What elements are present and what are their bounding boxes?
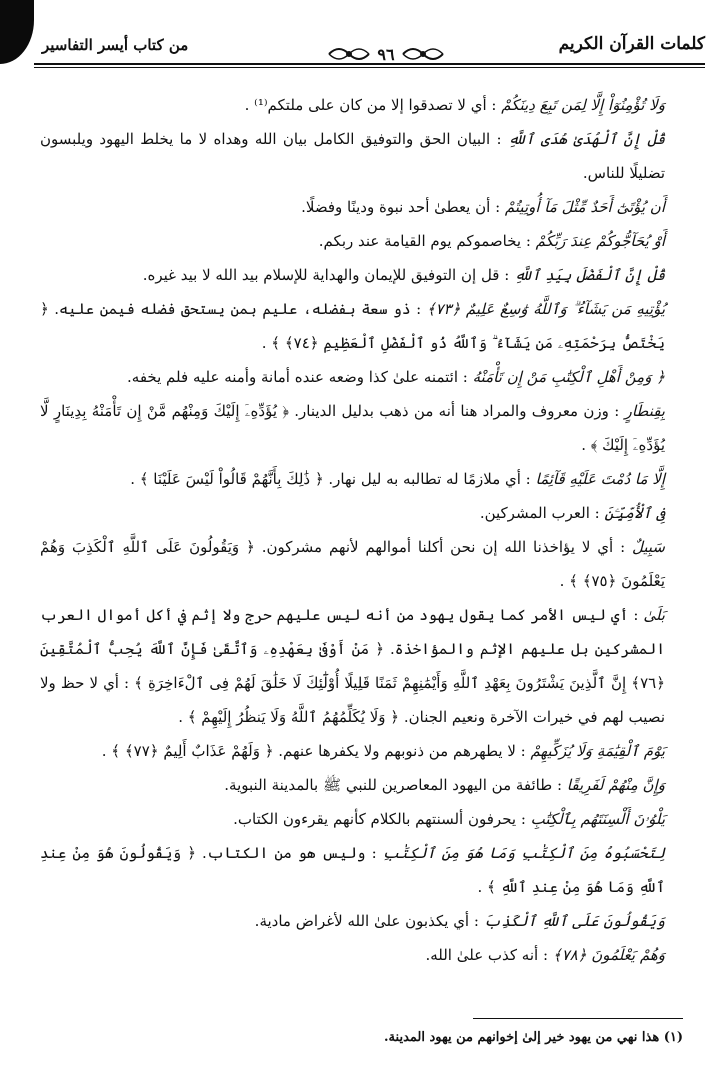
explanation-text: : يحرفون ألسنتهم بالكلام كأنهم يقرءون الكتاب.: [233, 810, 531, 828]
explanation-text: : طائفة من اليهود المعاصرين للنبي ﷺ بالمدينة النبوية.: [224, 776, 567, 794]
tafsir-entry: [40, 836, 683, 904]
page-header: [24, 30, 705, 70]
page-number: ٩٦: [377, 44, 395, 64]
explanation-text: : ذو سعة بفضله، عليم بمن يستحق فضله فيمن عليه. ﴿ يَخْتَصُّ بِرَحْمَتِهِۦ مَن يَشَآءُ ۗ وَٱللَّهُ ذُو ٱلْفَضْلِ ٱلْعَظِيمِ ﴿٧٤﴾ ﴾ .: [40, 300, 665, 352]
ornament-right-icon: [401, 44, 445, 64]
explanation-text: : أي يكذبون علىٰ الله لأغراض مادية.: [254, 912, 484, 930]
quran-term: إِلَّا مَا دُمْتَ عَلَيْهِ قَآئِمًا: [535, 470, 665, 488]
tafsir-entry: [40, 360, 683, 394]
quran-term: ﴿ وَمِنْ أَهْلِ ٱلْكِتَٰبِ مَنْ إِن تَأْمَنْهُ: [472, 368, 665, 386]
tafsir-entry: [40, 292, 683, 360]
footnote: (١) هذا نهي من يهود خير إلىٰ إخوانهم من يهود المدينة.: [384, 1030, 683, 1045]
quran-term: أَوْ يُحَآجُّوكُمْ عِندَ رَبِّكُمْ: [535, 232, 665, 250]
quran-term: لِتَحْسَبُوهُ مِنَ ٱلْكِتَٰبِ وَمَا هُوَ مِنَ ٱلْكِتَٰبِ: [382, 844, 665, 862]
quran-term: قُلْ إِنَّ ٱلْهُدَىٰ هُدَى ٱللَّهِ: [507, 130, 665, 148]
tafsir-entry: [40, 530, 683, 598]
explanation-text: : وزن معروف والمراد هنا أنه من ذهب بدليل الدينار. ﴿ يُؤَدِّهِۦٓ إِلَيْكَ وَمِنْهُم مَّنْ إِن تَأْمَنْهُ بِدِينَارٍ لَّا يُؤَدِّهِۦٓ إِلَيْكَ ﴾ .: [40, 402, 665, 454]
tafsir-entry: [40, 190, 683, 224]
quran-term: وَإِنَّ مِنْهُمْ لَفَرِيقًا: [566, 776, 665, 794]
explanation-text: : يخاصموكم يوم القيامة عند ربكم.: [318, 232, 536, 250]
explanation-text: : أن يعطىٰ أحد نبوة ودينًا وفضلًا.: [301, 198, 505, 216]
quran-term: قُلْ إِنَّ ٱلْفَضْلَ بِيَدِ ٱللَّهِ: [514, 266, 665, 284]
explanation-text: : أنه كذب علىٰ الله.: [425, 946, 553, 964]
tafsir-entry: [40, 734, 683, 768]
book-title: كلمات القرآن الكريم: [558, 34, 705, 54]
quran-term: بِقِنطَارٍ: [624, 402, 665, 420]
tafsir-entry: [40, 122, 683, 190]
ornament-left-icon: [327, 44, 371, 64]
explanation-text: : أي ليس الأمر كما يقول يهود من أنه ليس عليهم حرج ولا إثم في أكل أموال العرب المشركين بل عليهم الإثم والمؤاخذة. ﴿ مَنْ أَوْفَىٰ بِعَهْدِهِۦ وَٱتَّقَىٰ فَإِنَّ ٱللَّهَ يُحِبُّ ٱلْمُتَّقِينَ ﴿٧٦﴾ إِنَّ ٱلَّذِينَ يَشْتَرُونَ بِعَهْدِ ٱللَّهِ وَأَيْمَٰنِهِمْ ثَمَنًا قَلِيلًا أُوْلَٰٓئِكَ لَا خَلَٰقَ لَهُمْ فِى ٱلْءَاخِرَةِ ﴾ : أي لا حظ ولا نصيب لهم في خيرات الآخرة ونعيم الجنان. ﴿ وَلَا يُكَلِّمُهُمُ ٱللَّهُ وَلَا يَنظُرُ إِلَيْهِمْ ﴾ .: [40, 606, 665, 726]
tafsir-entry: [40, 904, 683, 938]
quran-term: أَن يُؤْتَىٰٓ أَحَدٌ مِّثْلَ مَآ أُوتِيتُمْ: [504, 198, 665, 216]
explanation-text: : أي لا تصدقوا إلا من كان على ملتكم⁽¹⁾ .: [244, 96, 502, 114]
tafsir-body: [40, 88, 683, 972]
explanation-text: : وليس هو من الكتاب. ﴿ وَيَقُولُونَ هُوَ مِنْ عِندِ ٱللَّهِ وَمَا هُوَ مِنْ عِندِ ٱللَّهِ ﴾ .: [40, 844, 665, 896]
tafsir-entry: [40, 88, 683, 122]
tafsir-entry: [40, 938, 683, 972]
tafsir-entry: [40, 598, 683, 734]
tafsir-entry: [40, 394, 683, 462]
explanation-text: : لا يطهرهم من ذنوبهم ولا يكفرها عنهم. ﴿ وَلَهُمْ عَذَابٌ أَلِيمٌ ﴿٧٧﴾ ﴾ .: [101, 742, 531, 760]
tafsir-entry: [40, 496, 683, 530]
quran-term: سَبِيلٌ: [632, 538, 665, 556]
explanation-text: : ائتمنه علىٰ كذا وضعه عنده أمانة وأمنه عليه فلم يخفه.: [127, 368, 473, 386]
header-rule-thin: [34, 67, 705, 68]
footnote-divider: [473, 1018, 683, 1019]
quran-term: وَهُمْ يَعْلَمُونَ ﴿٧٨﴾: [552, 946, 665, 964]
tafsir-entry: [40, 802, 683, 836]
quran-term: بَلَىٰ: [643, 606, 665, 624]
explanation-text: : قل إن التوفيق للإيمان والهداية للإسلام بيد الله لا بيد غيره.: [142, 266, 515, 284]
quran-term: يُؤْتِيهِ مَن يَشَآءُ ۗ وَٱللَّهُ وَٰسِعٌ عَلِيمٌ ﴿٧٣﴾: [426, 300, 666, 318]
quran-term: يَلْوُۥنَ أَلْسِنَتَهُم بِٱلْكِتَٰبِ: [530, 810, 665, 828]
quran-term: وَلَا تُؤْمِنُوٓاْ إِلَّا لِمَن تَبِعَ دِينَكُمْ: [501, 96, 665, 114]
quran-term: وَيَقُولُونَ عَلَى ٱللَّهِ ٱلْكَذِبَ: [483, 912, 665, 930]
tafsir-entry: [40, 768, 683, 802]
explanation-text: : البيان الحق والتوفيق الكامل بيان الله وهداه لا ما يخلط اليهود ويلبسون تضليلًا للناس.: [40, 130, 665, 182]
tafsir-entry: [40, 258, 683, 292]
tafsir-entry: [40, 224, 683, 258]
header-rule-thick: [34, 63, 705, 65]
quran-term: يَوْمَ ٱلْقِيَٰمَةِ وَلَا يُزَكِّيهِمْ: [530, 742, 665, 760]
explanation-text: : أي ملازمًا له تطالبه به ليل نهار. ﴿ ذَٰلِكَ بِأَنَّهُمْ قَالُواْ لَيْسَ عَلَيْنَا ﴾ .: [130, 470, 536, 488]
source-title: من كتاب أيسر التفاسير: [42, 36, 189, 54]
quran-term: فِى ٱلْأُمِّيِّـۧنَ: [604, 504, 665, 522]
explanation-text: : العرب المشركين.: [479, 504, 605, 522]
explanation-text: : أي لا يؤاخذنا الله إن نحن أكلنا أموالهم لأنهم مشركون. ﴿ وَيَقُولُونَ عَلَى ٱللَّهِ ٱلْكَذِبَ وَهُمْ يَعْلَمُونَ ﴿٧٥﴾ ﴾ .: [40, 538, 665, 590]
tafsir-entry: [40, 462, 683, 496]
